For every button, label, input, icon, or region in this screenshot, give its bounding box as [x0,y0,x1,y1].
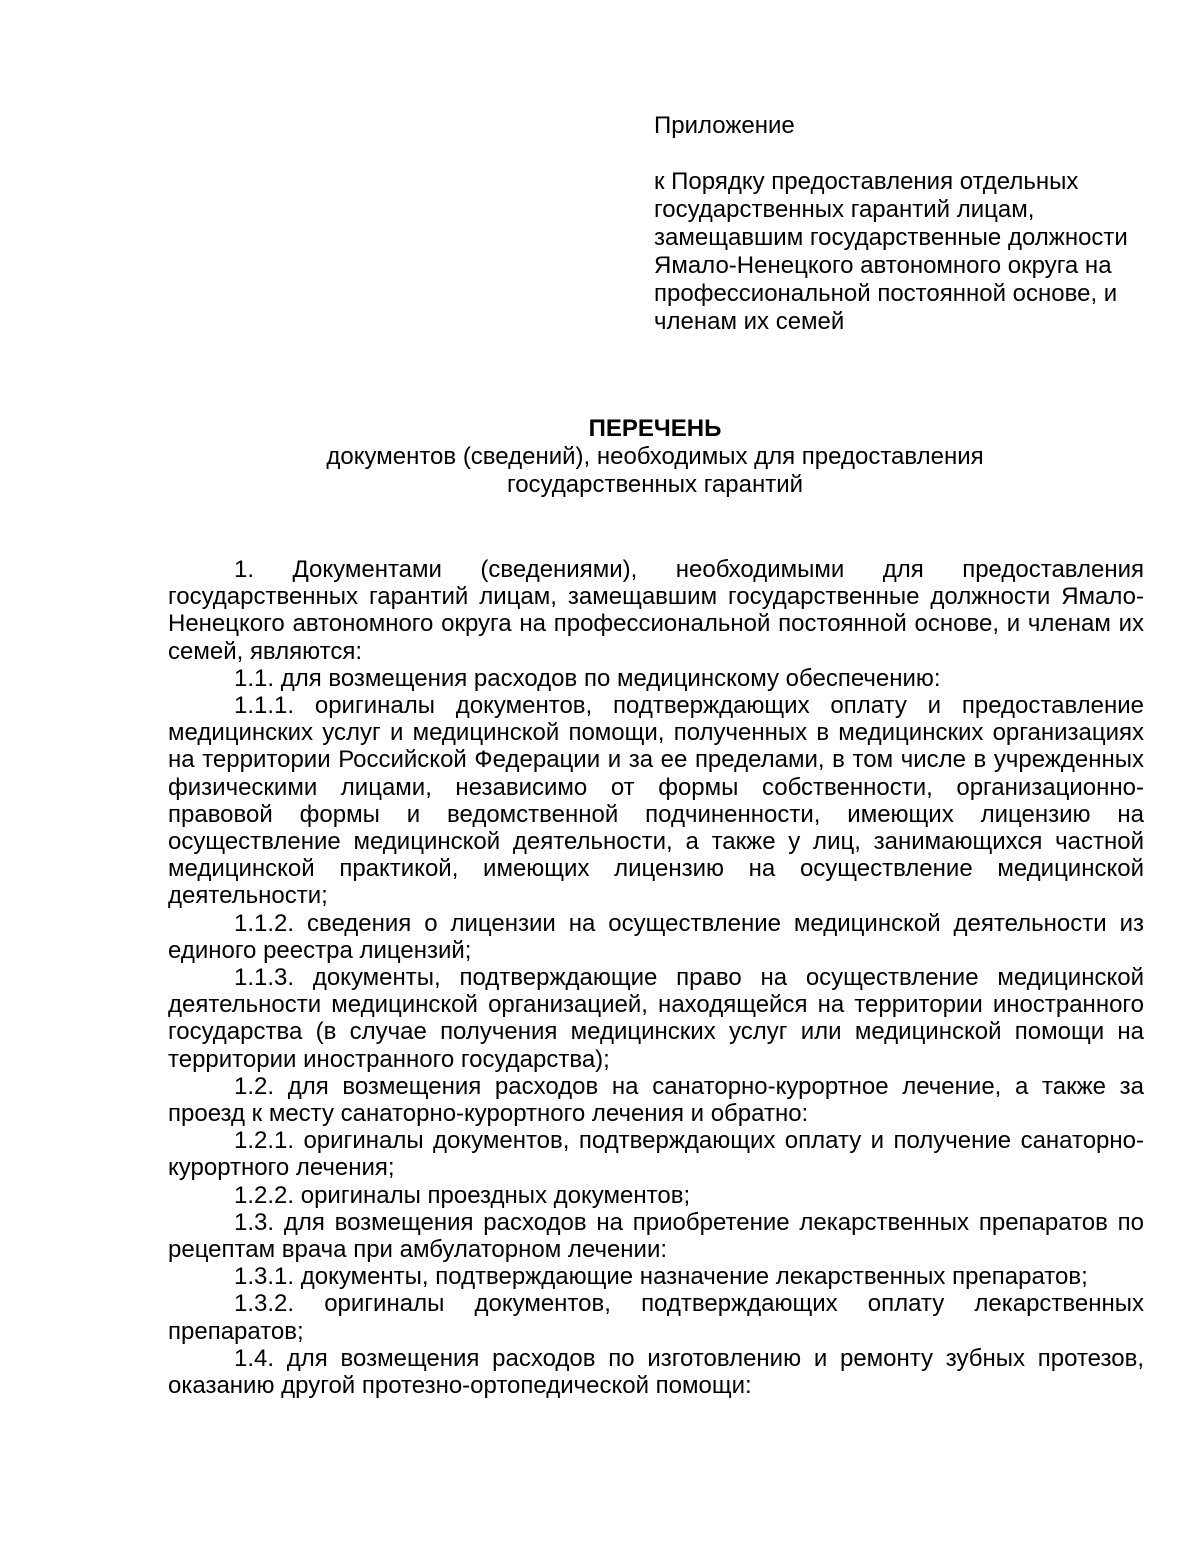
appendix-title: Приложение [654,112,795,139]
appendix-block [654,112,1154,336]
paragraph-1-3-1: 1.3.1. документы, подтверждающие назначение лекарственных препаратов; [234,1263,1088,1291]
document-body [168,556,1144,1399]
paragraph-1-2-1: 1.2.1. оригиналы документов, подтверждающих оплату и получение санаторно-курортного лечения; [168,1127,1144,1182]
paragraph-1-1-2: 1.1.2. сведения о лицензии на осуществление медицинской деятельности из единого реестра лицензий; [168,909,1144,964]
paragraph-1-2-2: 1.2.2. оригиналы проездных документов; [234,1181,691,1209]
paragraph-1-4: 1.4. для возмещения расходов по изготовлению и ремонту зубных протезов, оказанию другой протезно-ортопедической помощи: [168,1344,1144,1400]
paragraph-1-1-3: 1.1.3. документы, подтверждающие право на осуществление медицинской деятельности медицинской организацией, находящейся на территории иностранного государства (в случае получения медицинских услуг или медицинской помощи на территории иностранного государства); [168,964,1144,1073]
paragraph-1-1: 1.1. для возмещения расходов по медицинскому обеспечению: [234,664,941,692]
heading-subtitle-line1: документов (сведений), необходимых для предоставления [326,443,984,470]
heading-title: ПЕРЕЧЕНЬ [588,415,722,442]
paragraph-1: 1. Документами (сведениями), необходимыми для предоставления государственных гарантий лицам, замещавшим государственные должности Ямало-Ненецкого автономного округа на профессиональной постоянной основе, и членам их семей, являются: [168,556,1144,665]
paragraph-1-3-2: 1.3.2. оригиналы документов, подтверждающих оплату лекарственных препаратов; [168,1290,1144,1345]
paragraph-1-3: 1.3. для возмещения расходов на приобретение лекарственных препаратов по рецептам врача при амбулаторном лечении: [168,1208,1144,1264]
document-heading [160,415,1150,499]
paragraph-1-1-1: 1.1.1. оригиналы документов, подтверждающих оплату и предоставление медицинских услуг и медицинской помощи, полученных в медицинских организациях на территории Российской Федерации и за ее пределами, в том числе в учрежденных физическими лицами, независимо от формы собственности, организационно-правовой формы и ведомственной подчиненности, имеющих лицензию на осуществление медицинской деятельности, а также у лиц, занимающихся частной медицинской практикой, имеющих лицензию на осуществление медицинской деятельности; [168,692,1144,910]
paragraph-1-2: 1.2. для возмещения расходов на санаторно-курортное лечение, а также за проезд к месту санаторно-курортного лечения и обратно: [168,1072,1144,1128]
appendix-text: к Порядку предоставления отдельных государственных гарантий лицам, замещавшим государственные должности Ямало-Ненецкого автономного округа на профессиональной постоянной основе, и членам их семей [654,168,1128,335]
heading-subtitle-line2: государственных гарантий [506,471,804,498]
